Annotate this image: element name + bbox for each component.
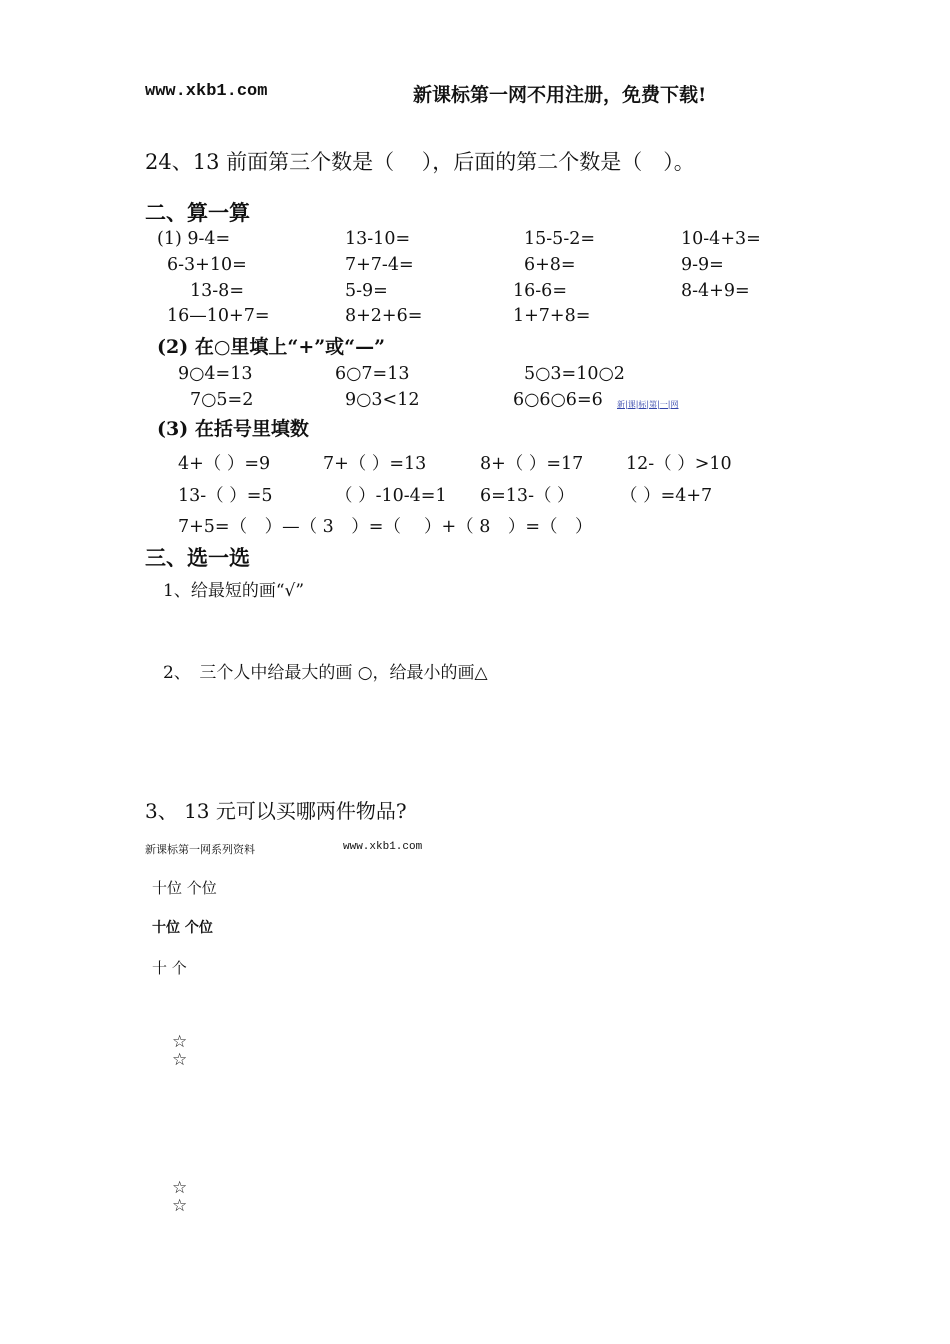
calc-item: 13-10= xyxy=(345,229,411,249)
calc-item: 10-4+3= xyxy=(681,229,761,249)
choice-question-2: 2、 三个人中给最大的画 ○，给最小的画△ xyxy=(163,663,488,683)
question-24: 24、13 前面第三个数是（ ），后面的第二个数是（ ）。 xyxy=(145,150,695,174)
circle-item: 6○6○6=6 xyxy=(513,390,603,410)
calc-item: 8+2+6= xyxy=(345,306,423,326)
calc-item: 16-6= xyxy=(513,281,567,301)
star-icon: ☆ xyxy=(172,1032,188,1052)
circle-item: 5○3=10○2 xyxy=(524,364,625,384)
calc-item: 13-8= xyxy=(190,281,244,301)
star-icon: ☆ xyxy=(172,1196,188,1216)
part-3-title: (3) 在括号里填数 xyxy=(157,418,309,440)
footer-left: 新课标第一网系列资料 xyxy=(145,843,255,856)
fill-item: （ ）=4+7 xyxy=(620,486,713,506)
calc-item: 1+7+8= xyxy=(513,306,591,326)
part-2-title: (2) 在○里填上“+”或“—” xyxy=(157,336,386,358)
section-3-title: 三、选一选 xyxy=(145,545,250,570)
fill-item: 7+5=（ ）—（ 3 ）=（ ）+（ 8 ）=（ ） xyxy=(178,517,593,537)
calc-item: 7+7-4= xyxy=(345,255,414,275)
place-label: 十位 个位 xyxy=(152,879,217,897)
circle-item: 6○7=13 xyxy=(335,364,410,384)
footer-right: www.xkb1.com xyxy=(343,841,423,853)
calc-item: 15-5-2= xyxy=(524,229,596,249)
fill-item: 4+（ ）=9 xyxy=(178,454,271,474)
place-label: 十 个 xyxy=(152,959,187,977)
calc-item: (1) 9-4= xyxy=(157,229,231,249)
calc-item: 5-9= xyxy=(345,281,388,301)
calc-item: 16—10+7= xyxy=(167,306,270,326)
site-link[interactable]: 新|课|标|第|一|网 xyxy=(617,400,679,409)
choice-question-3: 3、 13 元可以买哪两件物品? xyxy=(145,799,407,823)
fill-item: 6=13-（ ） xyxy=(480,486,575,506)
calc-item: 9-9= xyxy=(681,255,724,275)
fill-item: 8+（ ）=17 xyxy=(480,454,584,474)
fill-item: （ ）-10-4=1 xyxy=(335,486,447,506)
fill-item: 7+（ ）=13 xyxy=(323,454,427,474)
fill-item: 13-（ ）=5 xyxy=(178,486,273,506)
header-slogan: 新课标第一网不用注册，免费下载! xyxy=(413,84,707,106)
header-site: www.xkb1.com xyxy=(145,82,268,101)
star-icon: ☆ xyxy=(172,1178,188,1198)
circle-item: 9○4=13 xyxy=(178,364,253,384)
star-icon: ☆ xyxy=(172,1050,188,1070)
section-2-title: 二、算一算 xyxy=(145,200,250,225)
calc-item: 6-3+10= xyxy=(167,255,247,275)
calc-item: 6+8= xyxy=(524,255,576,275)
choice-question-1: 1、给最短的画“√” xyxy=(163,581,305,601)
circle-item: 9○3<12 xyxy=(345,390,420,410)
circle-item: 7○5=2 xyxy=(190,390,254,410)
fill-item: 12-（ ）>10 xyxy=(626,454,732,474)
calc-item: 8-4+9= xyxy=(681,281,750,301)
place-label: 十位 个位 xyxy=(152,920,213,936)
